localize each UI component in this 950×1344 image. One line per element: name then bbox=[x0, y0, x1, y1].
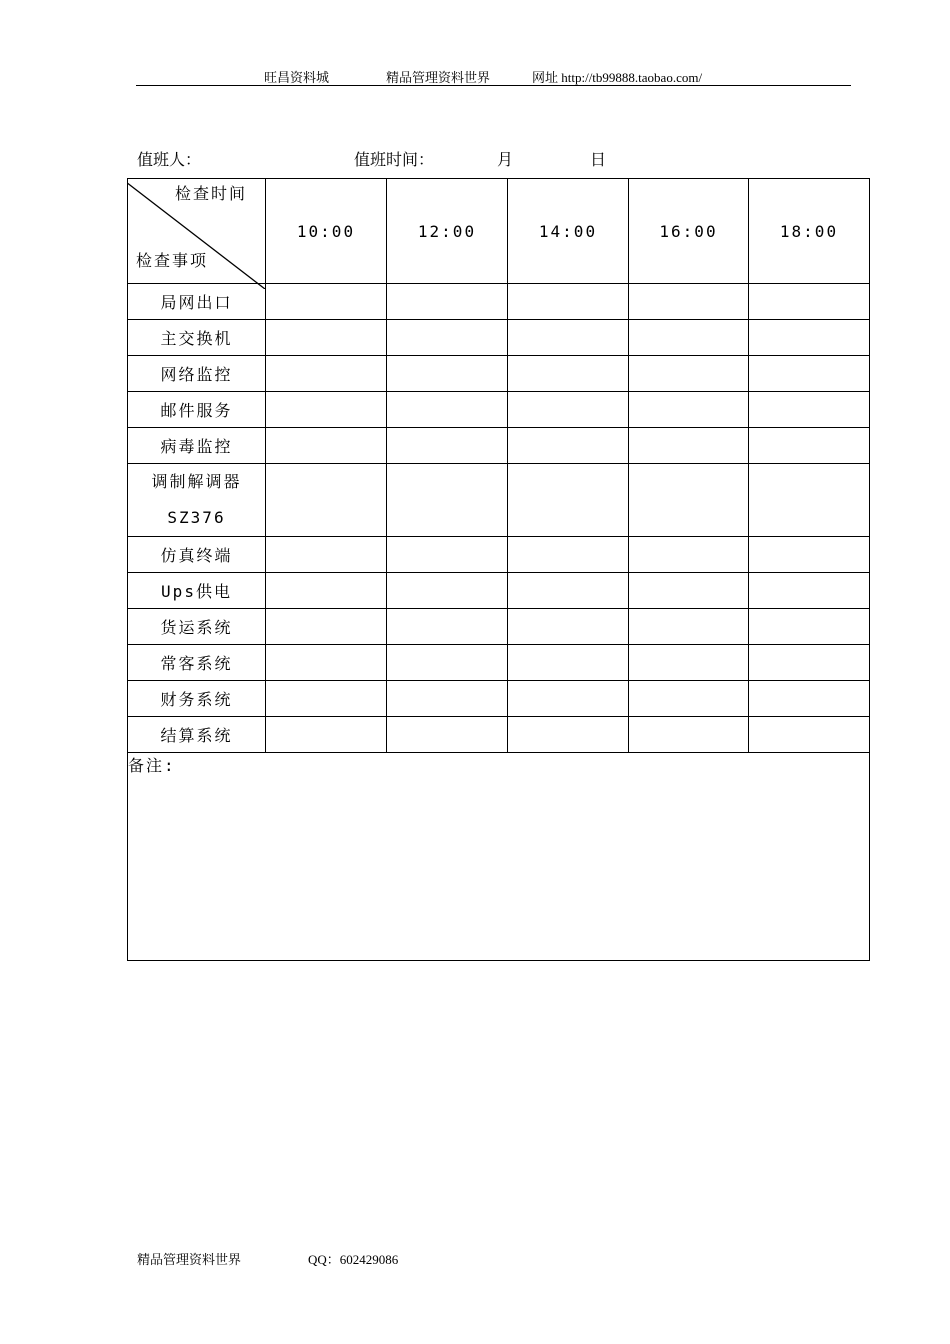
check-cell[interactable] bbox=[749, 428, 870, 464]
check-cell[interactable] bbox=[387, 284, 508, 320]
check-cell[interactable] bbox=[387, 464, 508, 537]
table-row bbox=[128, 428, 870, 464]
check-cell[interactable] bbox=[749, 681, 870, 717]
check-cell[interactable] bbox=[387, 645, 508, 681]
check-cell[interactable] bbox=[629, 356, 749, 392]
check-cell[interactable] bbox=[629, 681, 749, 717]
check-cell[interactable] bbox=[629, 573, 749, 609]
row-label-emulation-terminal: 仿真终端 bbox=[128, 537, 266, 573]
table-row bbox=[128, 609, 870, 645]
check-item-label: 检查事项 bbox=[136, 251, 209, 270]
table-row bbox=[128, 464, 870, 537]
row-label-network-monitor: 网络监控 bbox=[128, 356, 266, 392]
month-label: 月 bbox=[497, 150, 514, 169]
check-cell[interactable] bbox=[629, 320, 749, 356]
check-cell[interactable] bbox=[508, 573, 629, 609]
table-row bbox=[128, 356, 870, 392]
row-label-lan-exit: 局网出口 bbox=[128, 284, 266, 320]
check-cell[interactable] bbox=[266, 284, 387, 320]
check-cell[interactable] bbox=[387, 392, 508, 428]
time-header-1000: 10:00 bbox=[266, 179, 387, 284]
table-row bbox=[128, 681, 870, 717]
row-label-virus-monitor: 病毒监控 bbox=[128, 428, 266, 464]
row-label-modem bbox=[128, 464, 266, 537]
check-cell[interactable] bbox=[266, 428, 387, 464]
check-cell[interactable] bbox=[508, 284, 629, 320]
check-cell[interactable] bbox=[749, 645, 870, 681]
check-cell[interactable] bbox=[387, 717, 508, 753]
check-cell[interactable] bbox=[749, 537, 870, 573]
check-cell[interactable] bbox=[266, 537, 387, 573]
table-row bbox=[128, 645, 870, 681]
check-cell[interactable] bbox=[266, 609, 387, 645]
time-header-1600: 16:00 bbox=[629, 179, 749, 284]
check-cell[interactable] bbox=[749, 573, 870, 609]
table-row bbox=[128, 573, 870, 609]
row-label-ups-power: Ups供电 bbox=[128, 573, 266, 609]
check-cell[interactable] bbox=[508, 717, 629, 753]
check-cell[interactable] bbox=[749, 609, 870, 645]
table-row bbox=[128, 717, 870, 753]
diagonal-corner-cell bbox=[128, 179, 266, 284]
time-header-1400: 14:00 bbox=[508, 179, 629, 284]
check-cell[interactable] bbox=[508, 464, 629, 537]
check-cell[interactable] bbox=[387, 573, 508, 609]
check-cell[interactable] bbox=[629, 392, 749, 428]
duty-person-label: 值班人： bbox=[137, 150, 202, 169]
check-cell[interactable] bbox=[629, 537, 749, 573]
check-cell[interactable] bbox=[749, 284, 870, 320]
remarks-label: 备注: bbox=[128, 756, 176, 775]
check-cell[interactable] bbox=[749, 392, 870, 428]
table-row bbox=[128, 537, 870, 573]
check-cell[interactable] bbox=[508, 609, 629, 645]
check-time-label: 检查时间 bbox=[174, 184, 247, 203]
check-cell[interactable] bbox=[387, 356, 508, 392]
check-cell[interactable] bbox=[266, 681, 387, 717]
check-cell[interactable] bbox=[629, 464, 749, 537]
table-row bbox=[128, 320, 870, 356]
check-cell[interactable] bbox=[629, 284, 749, 320]
row-label-main-switch: 主交换机 bbox=[128, 320, 266, 356]
check-cell[interactable] bbox=[266, 392, 387, 428]
check-cell[interactable] bbox=[508, 356, 629, 392]
day-label: 日 bbox=[590, 150, 607, 169]
row-label-frequent-flyer-system: 常客系统 bbox=[128, 645, 266, 681]
footer-slogan: 精品管理资料世界 bbox=[137, 1252, 242, 1267]
check-cell[interactable] bbox=[387, 609, 508, 645]
check-cell[interactable] bbox=[387, 681, 508, 717]
check-cell[interactable] bbox=[508, 320, 629, 356]
check-cell[interactable] bbox=[749, 356, 870, 392]
check-cell[interactable] bbox=[749, 717, 870, 753]
row-label-finance-system: 财务系统 bbox=[128, 681, 266, 717]
table-row bbox=[128, 392, 870, 428]
check-cell[interactable] bbox=[266, 464, 387, 537]
check-cell[interactable] bbox=[629, 609, 749, 645]
header-website: 网址 http://tb99888.taobao.com/ bbox=[532, 70, 703, 85]
check-cell[interactable] bbox=[387, 428, 508, 464]
header-slogan: 精品管理资料世界 bbox=[386, 70, 491, 85]
duty-time-label: 值班时间： bbox=[354, 150, 435, 169]
check-cell[interactable] bbox=[387, 537, 508, 573]
check-cell[interactable] bbox=[508, 645, 629, 681]
table-header-row bbox=[128, 179, 870, 284]
remarks-field[interactable] bbox=[128, 753, 870, 961]
remarks-row bbox=[128, 753, 870, 961]
time-header-1200: 12:00 bbox=[387, 179, 508, 284]
page-header bbox=[136, 67, 851, 86]
check-cell[interactable] bbox=[629, 717, 749, 753]
check-cell[interactable] bbox=[266, 320, 387, 356]
footer-qq: QQ：602429086 bbox=[308, 1252, 399, 1267]
header-shop-name: 旺昌资料城 bbox=[264, 70, 330, 85]
check-cell[interactable] bbox=[266, 645, 387, 681]
check-cell[interactable] bbox=[508, 681, 629, 717]
check-cell[interactable] bbox=[387, 320, 508, 356]
modem-label: 调制解调器 bbox=[151, 472, 242, 491]
modem-model-label: SZ376 bbox=[167, 508, 226, 527]
row-label-freight-system: 货运系统 bbox=[128, 609, 266, 645]
duty-check-table bbox=[127, 178, 870, 961]
check-cell[interactable] bbox=[508, 537, 629, 573]
check-cell[interactable] bbox=[629, 428, 749, 464]
check-cell[interactable] bbox=[508, 392, 629, 428]
check-cell[interactable] bbox=[749, 464, 870, 537]
check-cell[interactable] bbox=[266, 356, 387, 392]
time-header-1800: 18:00 bbox=[749, 179, 870, 284]
check-cell[interactable] bbox=[629, 645, 749, 681]
check-cell[interactable] bbox=[508, 428, 629, 464]
row-label-mail-service: 邮件服务 bbox=[128, 392, 266, 428]
check-cell[interactable] bbox=[266, 573, 387, 609]
check-cell[interactable] bbox=[266, 717, 387, 753]
check-cell[interactable] bbox=[749, 320, 870, 356]
row-label-settlement-system: 结算系统 bbox=[128, 717, 266, 753]
